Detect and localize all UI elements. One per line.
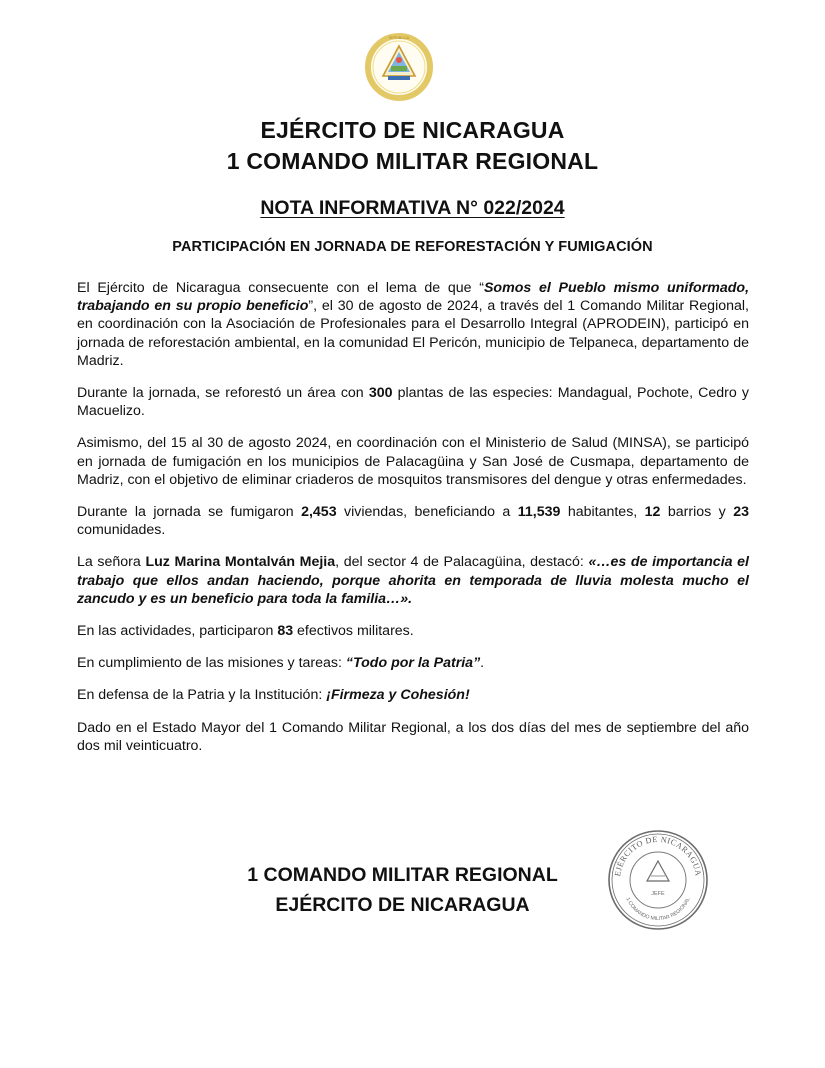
signature-line1: 1 COMANDO MILITAR REGIONAL <box>247 864 558 886</box>
svg-text:REPÚBLICA: REPÚBLICA <box>388 36 410 40</box>
nota-informativa-title: NOTA INFORMATIVA N° 022/2024 <box>260 197 565 219</box>
svg-text:JEFE: JEFE <box>651 891 665 897</box>
signature-line2: EJÉRCITO DE NICARAGUA <box>275 894 530 916</box>
nicaragua-coat-of-arms-icon <box>364 30 434 105</box>
paragraph-7: En cumplimiento de las misiones y tareas: “Todo por la Patria”. <box>77 655 485 672</box>
paragraph-1: El Ejército de Nicaragua consecuente con el lema de que “Somos el Pueblo mismo uniformado, trabajando en su propio beneficio”, el 30 de agosto de 2024, a través del 1 Comando Militar Regional, en coordinación con la Asociación de Profesionales para el Desarrollo Integral (APRODEIN), participó en jornada de reforestación ambiental, en la comunidad El Pericón, municipio de Telpaneca, departamento de Madriz. <box>77 280 750 369</box>
paragraph-8: En defensa de la Patria y la Institución: ¡Firmeza y Cohesión! <box>77 687 470 704</box>
paragraph-5: La señora Luz Marina Montalván Mejia, del sector 4 de Palacagüina, destacó: «…es de importancia el trabajo que ellos andan haciendo, porque ahorita en temporada de lluvia molesta mucho el zancudo y es un beneficio para toda la familia…». <box>77 554 749 607</box>
paragraph-6: En las actividades, participaron 83 efectivos militares. <box>77 623 414 640</box>
paragraph-4: Durante la jornada se fumigaron 2,453 viviendas, beneficiando a 11,539 habitantes, 12 barrios y 23 comunidades. <box>77 504 749 539</box>
svg-text:1 COMANDO MILITAR REGIONAL: 1 COMANDO MILITAR REGIONAL <box>624 896 692 923</box>
svg-text:EJÉRCITO DE NICARAGUA: EJÉRCITO DE NICARAGUA <box>613 834 703 877</box>
paragraph-2: Durante la jornada, se reforestó un área con 300 plantas de las especies: Mandagual, Pochote, Cedro y Macuelizo. <box>77 385 749 420</box>
document-body <box>77 279 749 769</box>
header-title-line1: EJÉRCITO DE NICARAGUA <box>260 117 565 143</box>
paragraph-9: Dado en el Estado Mayor del 1 Comando Militar Regional, a los dos días del mes de septiembre del año dos mil veinticuatro. <box>77 719 749 754</box>
document-subtitle: PARTICIPACIÓN EN JORNADA DE REFORESTACIÓN Y FUMIGACIÓN <box>172 239 653 255</box>
official-seal-icon <box>606 828 710 932</box>
header-title-line2: 1 COMANDO MILITAR REGIONAL <box>226 148 599 174</box>
paragraph-3: Asimismo, del 15 al 30 de agosto 2024, en coordinación con el Ministerio de Salud (MINSA), se participó en jornada de fumigación en los municipios de Palacagüina y San José de Cusmapa, departamento de Madriz, con el objetivo de eliminar criaderos de mosquitos transmisores del dengue y otras enfermedades. <box>77 435 749 488</box>
